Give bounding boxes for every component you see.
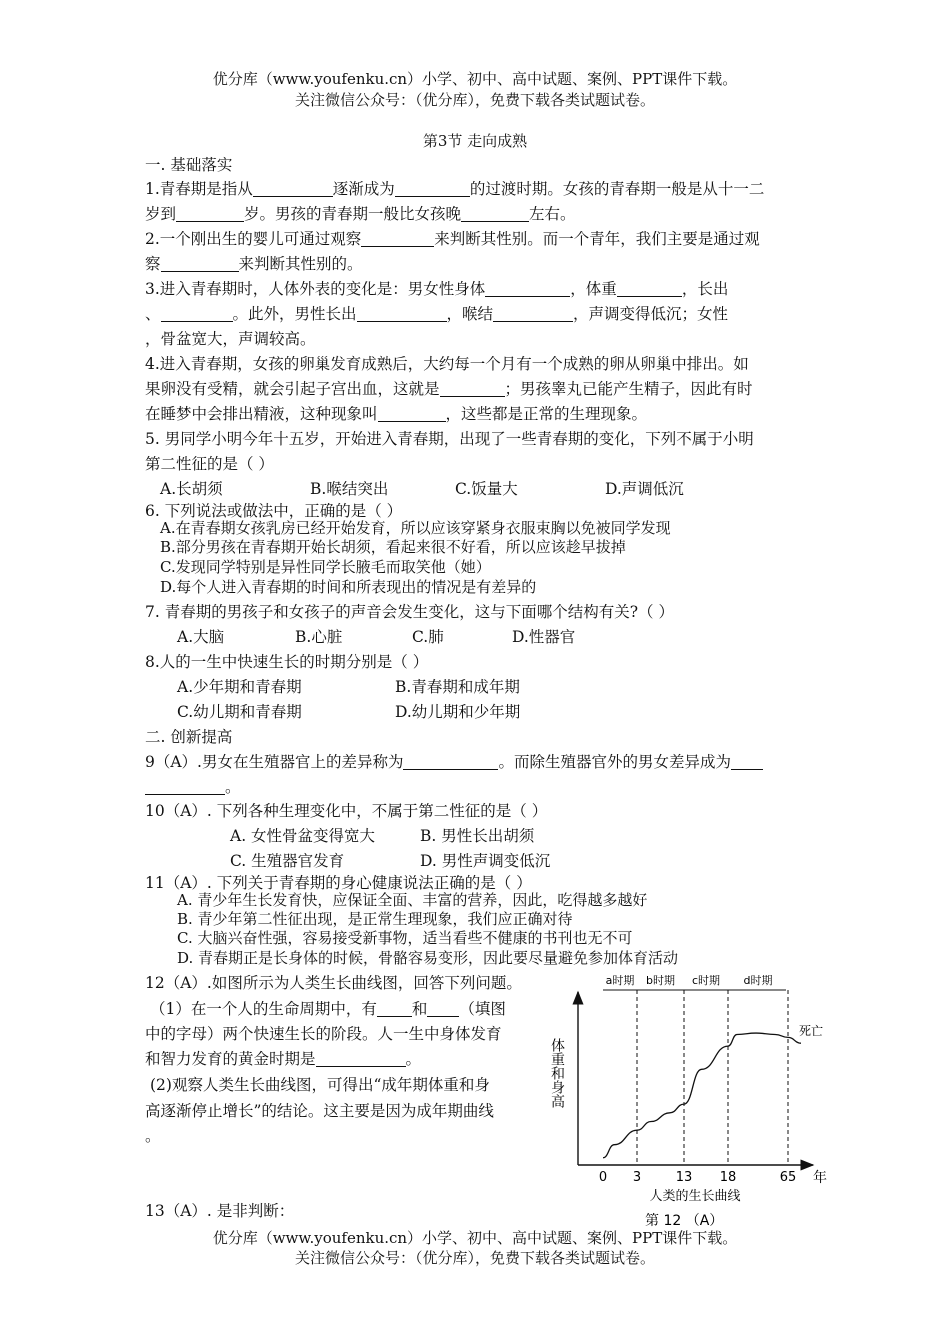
- question-12-part-2-line-1: (2)观察人类生长曲线图，可得出“成年期体重和身: [150, 1076, 490, 1094]
- question-13-stem: 13（A）. 是非判断：: [145, 1202, 295, 1220]
- question-11-option-a[interactable]: A. 青少年生长发育快，应保证全面、丰富的营养，因此，吃得越多越好: [177, 891, 648, 909]
- answer-blank[interactable]: [361, 230, 434, 247]
- question-8-option-d[interactable]: D.幼儿期和少年期: [395, 703, 521, 721]
- x-tick-label: 13: [675, 1170, 693, 1185]
- question-8-option-c[interactable]: C.幼儿期和青春期: [177, 703, 302, 721]
- question-5-option-a[interactable]: A.长胡须: [160, 480, 223, 498]
- answer-blank[interactable]: [378, 405, 446, 422]
- question-3-line-3: ，骨盆宽大，声调较高。: [145, 330, 316, 348]
- question-5-line-1: 5. 男同学小明今年十五岁，开始进入青春期，出现了一些青春期的变化，下列不属于小明: [145, 430, 754, 448]
- question-4-line-3: 在睡梦中会排出精液，这种现象叫 ，这些都是正常的生理现象。: [145, 405, 648, 423]
- answer-blank[interactable]: [485, 280, 570, 297]
- question-8-stem: 8.人的一生中快速生长的时期分别是（ ）: [145, 653, 429, 671]
- answer-blank[interactable]: [161, 305, 233, 322]
- answer-blank[interactable]: [731, 753, 763, 770]
- answer-blank[interactable]: [461, 205, 529, 222]
- question-8-option-a[interactable]: A.少年期和青春期: [177, 678, 302, 696]
- answer-blank[interactable]: [403, 753, 498, 770]
- question-10-option-a[interactable]: A. 女性骨盆变得宽大: [230, 827, 376, 845]
- question-5-line-2: 第二性征的是（ ）: [145, 455, 274, 473]
- x-tick-label: 18: [719, 1170, 737, 1185]
- question-12-part-1-line-3: 和智力发育的黄金时期是 。: [145, 1050, 422, 1068]
- question-6-option-d[interactable]: D.每个人进入青春期的时间和所表现出的情况是有差异的: [160, 578, 537, 596]
- question-11-stem: 11（A）. 下列关于青春期的身心健康说法正确的是（ ）: [145, 874, 532, 892]
- footer-line-1: 优分库（www.youfenku.cn）小学、初中、高中试题、案例、PPT课件下载。: [212, 1229, 738, 1247]
- x-tick-label: 0: [598, 1170, 608, 1185]
- question-9-line-1: 9（A）.男女在生殖器官上的差异称为 。而除生殖器官外的男女差异成为: [145, 750, 763, 772]
- question-11-option-b[interactable]: B. 青少年第二性征出现，是正常生理现象，我们应正确对待: [177, 910, 573, 928]
- question-5-option-c[interactable]: C.饭量大: [455, 480, 518, 498]
- page-title: 第3节 走向成熟: [422, 132, 528, 150]
- question-11-option-c[interactable]: C. 大脑兴奋性强，容易接受新事物，适当看些不健康的书刊也无不可: [177, 929, 633, 947]
- question-10-option-d[interactable]: D. 男性声调变低沉: [420, 852, 551, 870]
- question-6-option-a[interactable]: A.在青春期女孩乳房已经开始发育，所以应该穿紧身衣服束胸以免被同学发现: [160, 519, 671, 537]
- question-12-part-1-line-2: 中的字母）两个快速生长的阶段。人一生中身体发育: [145, 1025, 502, 1043]
- x-tick-label: 3: [632, 1170, 642, 1185]
- question-8-option-b[interactable]: B.青春期和成年期: [395, 678, 520, 696]
- question-7-option-a[interactable]: A.大脑: [177, 628, 225, 646]
- period-label: d时期: [743, 974, 773, 987]
- growth-curve-chart: [545, 970, 835, 1229]
- answer-blank[interactable]: [145, 778, 225, 795]
- answer-blank[interactable]: [253, 180, 333, 197]
- question-12-part-2-line-2: 高逐渐停止增长”的结论。这主要是因为成年期曲线: [145, 1102, 494, 1120]
- answer-blank[interactable]: [176, 205, 244, 222]
- answer-blank[interactable]: [427, 1000, 459, 1017]
- answer-blank[interactable]: [493, 305, 573, 322]
- period-label: c时期: [691, 974, 721, 987]
- chart-title: 人类的生长曲线: [649, 1189, 741, 1204]
- period-label: a时期: [605, 974, 635, 987]
- answer-blank[interactable]: [316, 1050, 406, 1067]
- growth-curve-line: [603, 1033, 801, 1158]
- answer-blank[interactable]: [395, 180, 470, 197]
- question-7-stem: 7. 青春期的男孩子和女孩子的声音会发生变化，这与下面哪个结构有关?（ ）: [145, 603, 674, 621]
- question-2-line-2: 察 来判断其性别的。: [145, 255, 363, 273]
- answer-blank[interactable]: [357, 305, 447, 322]
- question-6-option-c[interactable]: C.发现同学特别是异性同学长腋毛而取笑他（她）: [160, 558, 491, 576]
- question-4-line-1: 4.进入青春期，女孩的卵巢发育成熟后，大约每一个月有一个成熟的卵从卵巢中排出。如: [145, 355, 749, 373]
- question-9-line-2: 。: [145, 775, 241, 797]
- question-2-line-1: 2.一个刚出生的婴儿可通过观察 来判断其性别。而一个青年，我们主要是通过观: [145, 230, 760, 248]
- question-1-line-2: 岁到 岁。男孩的青春期一般比女孩晚 左右。: [145, 205, 576, 223]
- question-7-option-b[interactable]: B.心脏: [295, 628, 343, 646]
- section-heading: 一. 基础落实: [145, 156, 233, 174]
- x-axis-label: 年: [813, 1170, 827, 1186]
- question-12-part-2-line-3: 。: [145, 1127, 161, 1145]
- header-line-1: 优分库（www.youfenku.cn）小学、初中、高中试题、案例、PPT课件下载。: [212, 70, 738, 88]
- period-label: b时期: [646, 974, 675, 987]
- question-3-line-1: 3.进入青春期时，人体外表的变化是：男女性身体 ，体重 ，长出: [145, 280, 729, 298]
- question-12-part-1-line-1: （1）在一个人的生命周期中，有 和 （填图: [150, 1000, 506, 1018]
- question-10-option-c[interactable]: C. 生殖器官发育: [230, 852, 345, 870]
- question-10-option-b[interactable]: B. 男性长出胡须: [420, 827, 535, 845]
- question-6-option-b[interactable]: B.部分男孩在青春期开始长胡须，看起来很不好看，所以应该趁早拔掉: [160, 538, 626, 556]
- answer-blank[interactable]: [161, 255, 239, 272]
- header-line-2: 关注微信公众号：（优分库），免费下载各类试题试卷。: [294, 91, 655, 109]
- footer-line-2: 关注微信公众号：（优分库），免费下载各类试题试卷。: [294, 1249, 655, 1267]
- question-10-stem: 10（A）. 下列各种生理变化中，不属于第二性征的是（ ）: [145, 802, 548, 820]
- answer-blank[interactable]: [440, 380, 505, 397]
- question-12-stem: 12（A）.如图所示为人类生长曲线图，回答下列问题。: [145, 974, 522, 992]
- question-5-option-d[interactable]: D.声调低沉: [605, 480, 684, 498]
- question-11-option-d[interactable]: D. 青春期正是长身体的时候，骨骼容易变形，因此要尽量避免参加体育活动: [177, 949, 679, 967]
- question-7-option-c[interactable]: C.肺: [412, 628, 444, 646]
- answer-blank[interactable]: [617, 280, 682, 297]
- question-1-line-1: 1.青春期是指从 逐渐成为 的过渡时期。女孩的青春期一般是从十一二: [145, 180, 765, 198]
- chart-caption: 第 12 （A）: [645, 1213, 724, 1229]
- question-7-option-d[interactable]: D.性器官: [512, 628, 576, 646]
- question-3-line-2: 、 。此外，男性长出 ，喉结 ，声调变得低沉；女性: [145, 305, 729, 323]
- section-heading: 二. 创新提高: [145, 728, 233, 746]
- question-5-option-b[interactable]: B.喉结突出: [310, 480, 389, 498]
- x-tick-label: 65: [779, 1170, 797, 1185]
- death-label: 死亡: [799, 1024, 824, 1039]
- answer-blank[interactable]: [377, 1000, 412, 1017]
- question-6-stem: 6. 下列说法或做法中，正确的是（ ）: [145, 502, 403, 520]
- y-axis-label: 体重和身高: [549, 1038, 565, 1108]
- question-4-line-2: 果卵没有受精，就会引起子宫出血，这就是 ；男孩睾丸已能产生精子，因此有时: [145, 380, 753, 398]
